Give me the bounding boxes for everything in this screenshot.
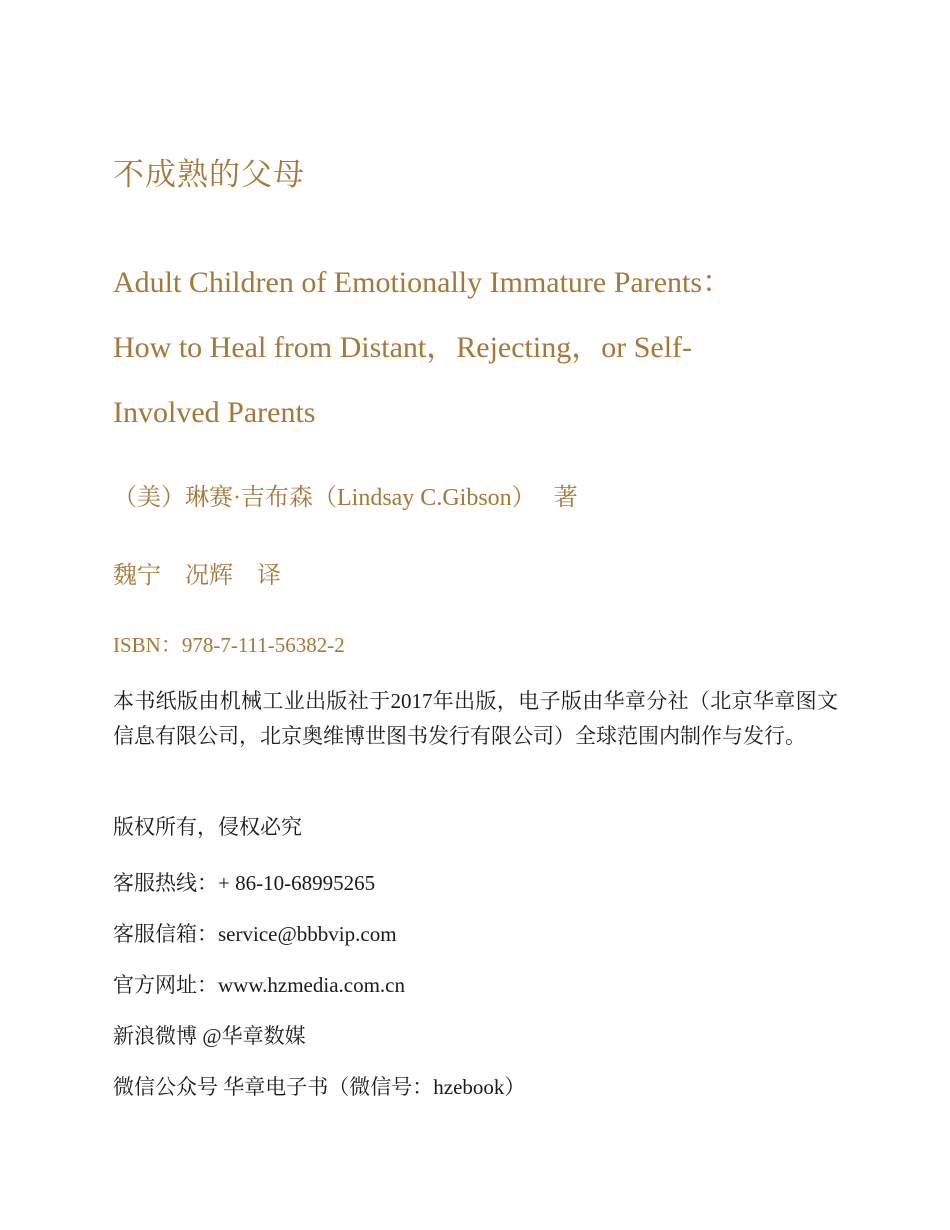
- customer-service-hotline: 客服热线：+ 86-10-68995265: [113, 871, 376, 895]
- book-title-english: [113, 250, 833, 445]
- book-title-chinese: 不成熟的父母: [113, 157, 305, 192]
- book-title-english-line-2: How to Heal from Distant，Rejecting，or Self-: [113, 331, 693, 364]
- official-website: 官方网址：www.hzmedia.com.cn: [113, 973, 405, 997]
- isbn: ISBN：978-7-111-56382-2: [113, 633, 345, 657]
- customer-service-email: 客服信箱：service@bbbvip.com: [113, 922, 397, 946]
- copyright-notice: 版权所有，侵权必究: [113, 815, 302, 839]
- book-title-english-line-3: Involved Parents: [113, 396, 316, 429]
- book-title-english-line-1: Adult Children of Emotionally Immature Parents：: [113, 266, 733, 299]
- wechat-account: 微信公众号 华章电子书（微信号：hzebook）: [113, 1075, 526, 1099]
- publication-description: 本书纸版由机械工业出版社于2017年出版，电子版由华章分社（北京华章图文信息有限公司，北京奥维博世图书发行有限公司）全球范围内制作与发行。: [113, 689, 838, 748]
- weibo-account: 新浪微博 @华章数媒: [113, 1024, 306, 1048]
- translator-line: 魏宁 况辉 译: [113, 563, 281, 589]
- author-line: （美）琳赛·吉布森（Lindsay C.Gibson） 著: [113, 485, 578, 511]
